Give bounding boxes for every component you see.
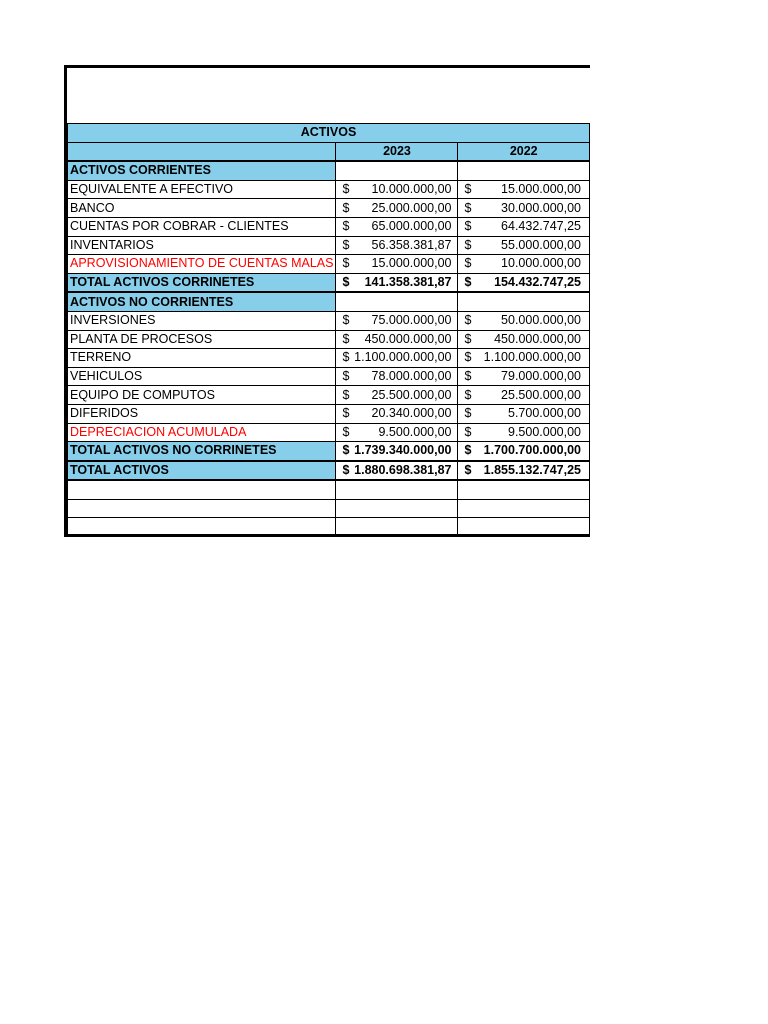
account-label-cell[interactable] [68,461,336,481]
amount: 10.000.000,00 [371,182,452,197]
currency-symbol: $ [342,200,350,215]
value-cell-2023[interactable] [336,480,458,499]
value-cell-2022[interactable] [458,236,590,255]
table-row [68,461,590,481]
amount: 64.432.747,25 [501,219,581,234]
currency-symbol: $ [464,443,472,458]
account-label-cell[interactable] [68,199,336,218]
amount: 1.700.700.000,00 [483,443,581,458]
account-label-cell[interactable] [68,292,336,311]
amount: 65.000.000,00 [371,219,452,234]
table-row [68,330,590,349]
value-cell-2023[interactable] [336,255,458,274]
currency-symbol: $ [342,313,350,328]
value-cell-2023[interactable] [336,367,458,386]
account-label: BANCO [70,200,115,215]
account-label: ACTIVOS CORRIENTES [70,163,211,178]
value-cell-2023[interactable] [336,199,458,218]
amount: 20.340.000,00 [371,406,452,421]
value-cell-2023[interactable] [336,217,458,236]
currency-symbol: $ [342,443,350,458]
value-cell-2022[interactable] [458,367,590,386]
value-cell-2023[interactable] [336,236,458,255]
amount: 10.000.000,00 [501,256,581,271]
currency-symbol: $ [342,387,350,402]
account-label-cell[interactable] [68,255,336,274]
title-row [68,124,590,143]
year-header-row [68,142,590,161]
account-label-cell[interactable] [68,180,336,199]
value-cell-2023[interactable] [336,499,458,518]
value-cell-2023[interactable] [336,442,458,461]
account-label: INVENTARIOS [70,237,154,252]
table-row [68,404,590,423]
value-cell-2022[interactable] [458,273,590,292]
table-row [68,423,590,442]
amount: 15.000.000,00 [371,256,452,271]
year-header-blank[interactable] [68,142,336,161]
currency-symbol: $ [342,237,350,252]
year-2023-header[interactable]: 2023 [336,142,458,161]
table-row [68,217,590,236]
value-cell-2022[interactable] [458,499,590,518]
value-cell-2022[interactable] [458,442,590,461]
amount: 141.358.381,87 [364,275,452,290]
amount: 25.500.000,00 [371,387,452,402]
table-row [68,199,590,218]
amount: 1.880.698.381,87 [354,462,452,477]
value-cell-2022[interactable] [458,480,590,499]
amount: 79.000.000,00 [501,369,581,384]
value-cell-2023[interactable] [336,404,458,423]
currency-symbol: $ [464,313,472,328]
section-row [68,161,590,180]
account-label: EQUIVALENTE A EFECTIVO [70,182,234,197]
currency-symbol: $ [342,219,350,234]
amount: 78.000.000,00 [371,369,452,384]
amount: 25.500.000,00 [501,387,581,402]
value-cell-2022[interactable] [458,330,590,349]
account-label-cell[interactable] [68,499,336,518]
value-cell-2022[interactable] [458,199,590,218]
currency-symbol: $ [342,462,350,477]
account-label: INVERSIONES [70,313,156,328]
amount: 9.500.000,00 [378,424,452,439]
account-label-cell[interactable] [68,217,336,236]
account-label: TOTAL ACTIVOS [70,462,169,477]
value-cell-2022[interactable] [458,386,590,405]
account-label: TOTAL ACTIVOS CORRINETES [70,275,255,290]
amount: 1.739.340.000,00 [354,443,452,458]
amount: 15.000.000,00 [501,182,581,197]
currency-symbol: $ [342,256,350,271]
account-label: TERRENO [70,350,132,365]
spreadsheet-area [64,65,590,537]
amount: 56.358.381,87 [371,237,452,252]
currency-symbol: $ [464,369,472,384]
value-cell-2022[interactable] [458,518,590,537]
amount: 55.000.000,00 [501,237,581,252]
value-cell-2023[interactable] [336,349,458,368]
currency-symbol: $ [464,237,472,252]
account-label: APROVISIONAMIENTO DE CUENTAS MALAS [70,256,334,271]
value-cell-2023[interactable] [336,273,458,292]
value-cell-2022[interactable] [458,311,590,330]
amount: 30.000.000,00 [501,200,581,215]
account-label: CUENTAS POR COBRAR - CLIENTES [70,219,289,234]
account-label: DIFERIDOS [70,406,139,421]
currency-symbol: $ [464,462,472,477]
currency-symbol: $ [342,275,350,290]
currency-symbol: $ [342,331,350,346]
currency-symbol: $ [342,424,350,439]
account-label-cell[interactable] [68,330,336,349]
amount: 5.700.000,00 [508,406,581,421]
empty-row [68,480,590,499]
value-cell-2022[interactable] [458,404,590,423]
account-label-cell[interactable] [68,311,336,330]
table-row [68,236,590,255]
currency-symbol: $ [342,350,350,365]
value-cell-2023[interactable] [336,518,458,537]
account-label-cell[interactable] [68,236,336,255]
empty-row [68,499,590,518]
table-title[interactable]: ACTIVOS [68,124,590,143]
currency-symbol: $ [464,200,472,215]
amount: 1.100.000.000,00 [483,350,581,365]
account-label-cell[interactable] [68,349,336,368]
currency-symbol: $ [464,331,472,346]
account-label-cell[interactable] [68,442,336,461]
value-cell-2023[interactable] [336,386,458,405]
value-cell-2023[interactable] [336,330,458,349]
currency-symbol: $ [464,424,472,439]
value-cell-2022[interactable] [458,161,590,180]
account-label: TOTAL ACTIVOS NO CORRINETES [70,443,277,458]
account-label-cell[interactable] [68,273,336,292]
account-label-cell[interactable] [68,161,336,180]
account-label: DEPRECIACION ACUMULADA [70,424,247,439]
section-row [68,292,590,311]
amount: 450.000.000,00 [494,331,581,346]
value-cell-2022[interactable] [458,349,590,368]
account-label-cell[interactable] [68,386,336,405]
currency-symbol: $ [342,369,350,384]
table-row [68,180,590,199]
account-label-cell[interactable] [68,423,336,442]
table-row [68,311,590,330]
currency-symbol: $ [464,406,472,421]
value-cell-2023[interactable] [336,292,458,311]
table-row [68,273,590,292]
currency-symbol: $ [464,256,472,271]
empty-row [68,518,590,537]
amount: 154.432.747,25 [494,275,581,290]
amount: 50.000.000,00 [501,313,581,328]
account-label: VEHICULOS [70,369,143,384]
currency-symbol: $ [464,182,472,197]
account-label-cell[interactable] [68,480,336,499]
account-label-cell[interactable] [68,518,336,537]
value-cell-2022[interactable] [458,423,590,442]
amount: 75.000.000,00 [371,313,452,328]
value-cell-2023[interactable] [336,461,458,481]
value-cell-2022[interactable] [458,292,590,311]
amount: 1.100.000.000,00 [354,350,452,365]
account-label: EQUIPO DE COMPUTOS [70,387,215,402]
amount: 9.500.000,00 [508,424,581,439]
currency-symbol: $ [464,350,472,365]
amount: 1.855.132.747,25 [483,462,581,477]
account-label: PLANTA DE PROCESOS [70,331,213,346]
value-cell-2023[interactable] [336,311,458,330]
table-row [68,255,590,274]
value-cell-2022[interactable] [458,461,590,481]
currency-symbol: $ [342,182,350,197]
currency-symbol: $ [464,219,472,234]
value-cell-2022[interactable] [458,180,590,199]
amount: 450.000.000,00 [364,331,452,346]
currency-symbol: $ [342,406,350,421]
currency-symbol: $ [464,387,472,402]
value-cell-2023[interactable] [336,161,458,180]
table-row [68,442,590,461]
assets-table [67,123,590,537]
value-cell-2022[interactable] [458,217,590,236]
currency-symbol: $ [464,275,472,290]
amount: 25.000.000,00 [371,200,452,215]
table-row [68,349,590,368]
value-cell-2023[interactable] [336,180,458,199]
value-cell-2022[interactable] [458,255,590,274]
account-label-cell[interactable] [68,404,336,423]
year-2022-header[interactable]: 2022 [458,142,590,161]
table-row [68,386,590,405]
table-row [68,367,590,386]
account-label: ACTIVOS NO CORRIENTES [70,294,234,309]
account-label-cell[interactable] [68,367,336,386]
value-cell-2023[interactable] [336,423,458,442]
